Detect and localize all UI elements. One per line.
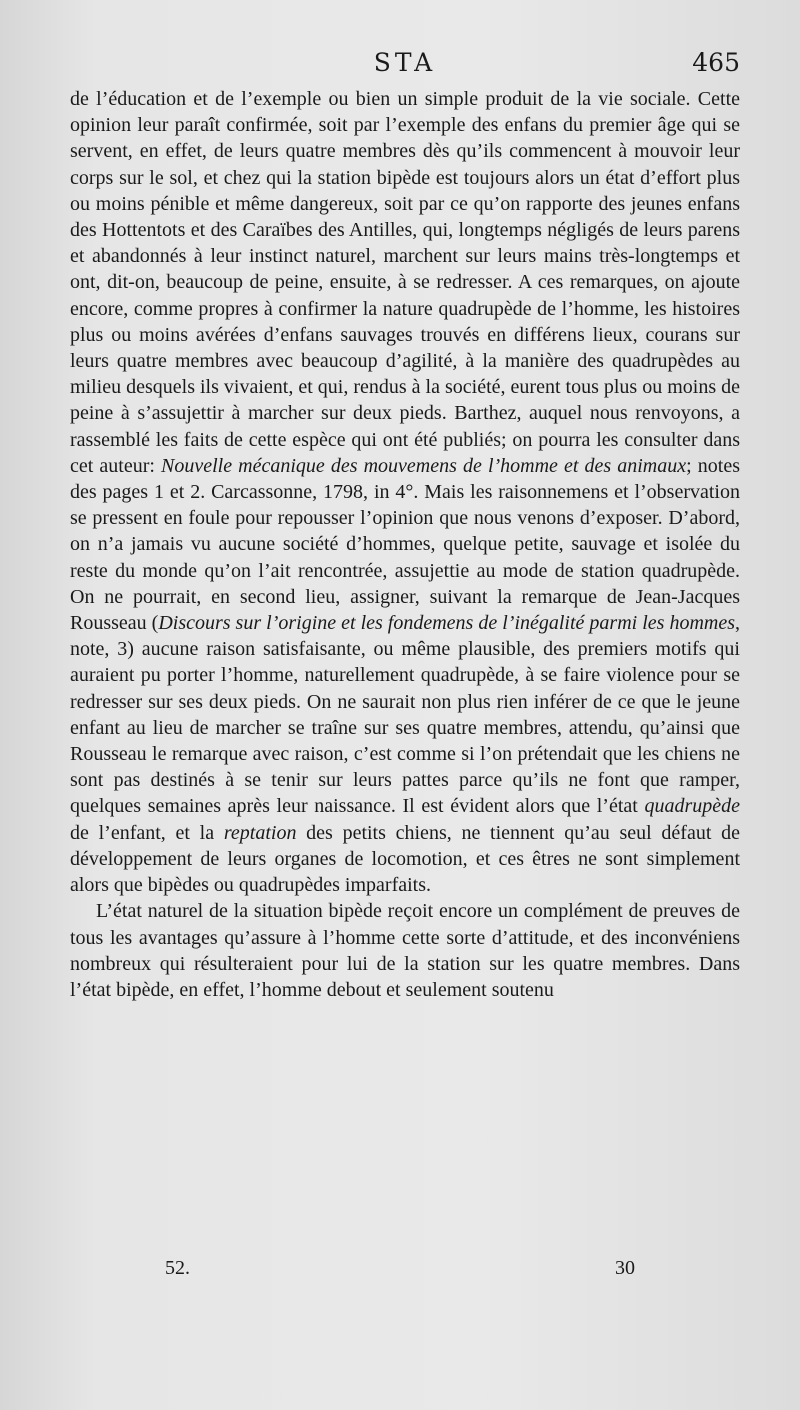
paragraph-1-text-4: de l’enfant, et la	[70, 821, 224, 844]
page-footer	[70, 1257, 740, 1287]
paragraph-1-text-5: des petits chiens, ne tiennent qu’au seul défaut de développement de leurs organes de locomotion, et ces êtres ne sont simplement alors que bipèdes ou quadrupèdes imparfaits.	[70, 821, 740, 897]
body-text	[70, 86, 740, 1003]
paragraph-2	[70, 898, 740, 1003]
paragraph-2-text: L’état naturel de la situation bipède reçoit encore un complément de preuves de tous les avantages qu’assure à l’homme cette sorte d’attitude, et des inconvéniens nombreux qui résulteraient pour lui de la station sur les quatre membres. Dans l’état bipède, en effet, l’homme debout et seulement soutenu	[70, 900, 740, 1001]
italic-title-barthez: Nouvelle mécanique des mouvemens de l’homme et des animaux	[161, 454, 687, 477]
italic-title-rousseau: Discours sur l’origine et les fondemens de l’inégalité parmi les hommes	[158, 612, 735, 635]
paragraph-1	[70, 86, 740, 898]
paragraph-1-text: de l’éducation et de l’exemple ou bien un simple produit de la vie sociale. Cette opinion leur paraît confirmée, soit par l’exemple des enfans du premier âge qui se servent, en effet, de leurs quatre membres dès qu’ils commencent à mouvoir leur corps sur le sol, et chez qui la station bipède est toujours alors un état d’effort plus ou moins pénible et même dangereux, soit par ce qu’on rapporte des jeunes enfans des Hottentots et des Caraïbes des Antilles, qui, longtemps négligés de leurs parens et abandonnés à leur instinct naturel, marchent sur leurs mains très-longtemps et ont, dit-on, beaucoup de peine, ensuite, à se redresser. A ces remarques, on ajoute encore, comme propres à confirmer la nature quadrupède de l’homme, les histoires plus ou moins avérées d’enfans sauvages trouvés en différens lieux, courans sur leurs quatre membres avec beaucoup d’agilité, à la manière des quadrupèdes au milieu desquels ils vivaient, et qui, rendus à la société, eurent tous plus ou moins de peine à s’assujettir à marcher sur deux pieds. Barthez, auquel nous renvoyons, a rassemblé les faits de cette espèce qui ont été publiés; on pourra les consulter dans cet auteur:	[70, 88, 740, 477]
italic-reptation: reptation	[223, 821, 297, 844]
signature-mark-right: 30	[615, 1257, 635, 1279]
paragraph-1-text-3: , note, 3) aucune raison satisfaisante, ou même plausible, des premiers motifs qui auraient pu porter l’homme, naturellement quadrupède, à se faire violence pour se redresser sur ses deux pieds. On ne saurait non plus rien inférer de ce que le jeune enfant au lieu de marcher se traîne sur ses quatre membres, attendu, qu’ainsi que Rousseau le remarque avec raison, c’est comme si l’on prétendait que les chiens ne sont pas destinés à se tenir sur leurs pattes parce qu’ils ne font que ramper, quelques semaines après leur naissance. Il est évident alors que l’état	[70, 612, 740, 818]
page-header	[70, 46, 740, 86]
paragraph-1-text-2: ; notes des pages 1 et 2. Carcassonne, 1798, in 4°. Mais les raisonnemens et l’observation se pressent en foule pour repousser l’opinion que nous venons d’exposer. D’abord, on n’a jamais vu aucune société d’hommes, quelque petite, sauvage et isolée du reste du monde qu’on l’ait rencontrée, assujettie au mode de station quadrupède. On ne pourrait, en second lieu, assigner, suivant la remarque de Jean-Jacques Rousseau (	[70, 454, 740, 635]
italic-quadrupede: quadrupède	[644, 795, 740, 818]
page-number: 465	[692, 48, 740, 77]
running-head: STA	[373, 48, 437, 77]
signature-mark-left: 52.	[165, 1257, 190, 1279]
